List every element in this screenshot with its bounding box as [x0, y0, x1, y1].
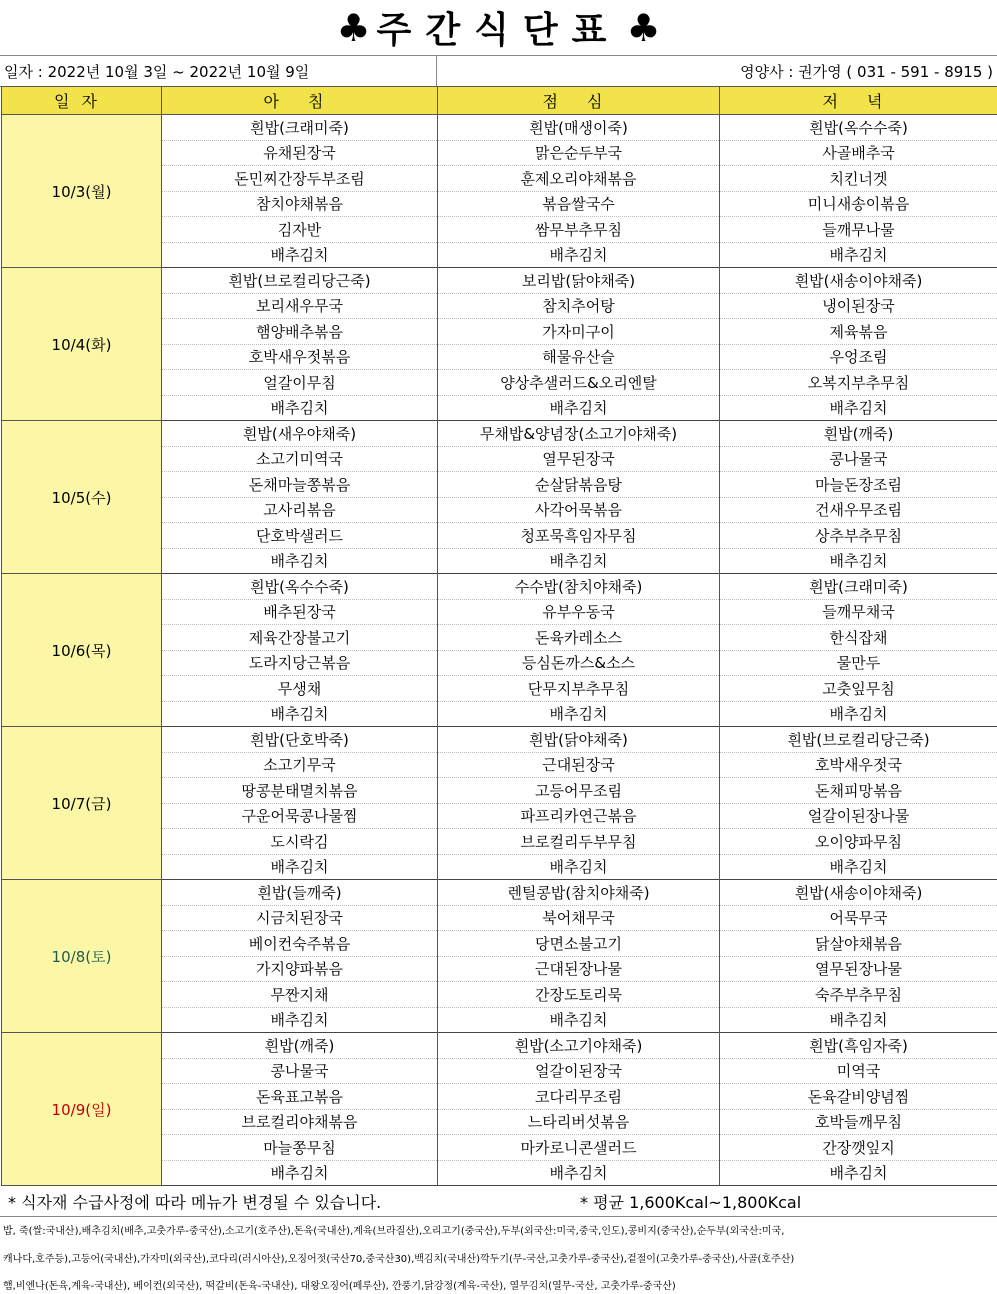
breakfast-item: 돈민찌간장두부조림 [162, 166, 438, 192]
menu-row [2, 727, 997, 753]
lunch-item: 브로컬리두부무침 [438, 829, 720, 855]
lunch-item: 단무지부추무침 [438, 676, 720, 702]
breakfast-item: 배추김치 [162, 854, 438, 880]
calorie-note: * 평균 1,600Kcal~1,800Kcal [580, 1192, 802, 1212]
breakfast-item: 브로컬리야채볶음 [162, 1109, 438, 1135]
dinner-item: 건새우무조림 [720, 497, 997, 523]
breakfast-item: 배추김치 [162, 548, 438, 574]
breakfast-item: 흰밥(깨죽) [162, 1033, 438, 1059]
date-cell: 10/3(월) [2, 115, 162, 268]
info-bar [0, 55, 997, 87]
dinner-item: 간장깻잎지 [720, 1135, 997, 1161]
lunch-item: 유부우동국 [438, 599, 720, 625]
menu-table [1, 86, 997, 1186]
dinner-item: 들깨무나물 [720, 217, 997, 243]
date-cell: 10/7(금) [2, 727, 162, 880]
dinner-item: 냉이된장국 [720, 293, 997, 319]
lunch-item: 근대된장국 [438, 752, 720, 778]
breakfast-item: 단호박샐러드 [162, 523, 438, 549]
lunch-item: 렌틸콩밥(참치야채죽) [438, 880, 720, 906]
dinner-item: 흰밥(새송이야채죽) [720, 880, 997, 906]
breakfast-item: 시금치된장국 [162, 905, 438, 931]
menu-row [2, 1033, 997, 1059]
lunch-item: 훈제오리야채볶음 [438, 166, 720, 192]
breakfast-item: 흰밥(새우야채죽) [162, 421, 438, 447]
dinner-item: 마늘돈장조림 [720, 472, 997, 498]
page-title [0, 0, 997, 55]
header-date: 일자 [2, 87, 162, 115]
lunch-item: 파프리카연근볶음 [438, 803, 720, 829]
lunch-item: 당면소불고기 [438, 931, 720, 957]
lunch-item: 돈육카레소스 [438, 625, 720, 651]
footer-notes [0, 1186, 997, 1217]
lunch-item: 볶음쌀국수 [438, 191, 720, 217]
breakfast-item: 얼갈이무침 [162, 370, 438, 396]
dinner-item: 사골배추국 [720, 140, 997, 166]
dinner-item: 우엉조림 [720, 344, 997, 370]
lunch-item: 근대된장나물 [438, 956, 720, 982]
menu-change-notice: * 식자재 수급사정에 따라 메뉴가 변경될 수 있습니다. [8, 1192, 382, 1212]
date-cell: 10/9(일) [2, 1033, 162, 1186]
lunch-item: 배추김치 [438, 242, 720, 268]
breakfast-item: 배추김치 [162, 1160, 438, 1186]
breakfast-item: 소고기미역국 [162, 446, 438, 472]
dinner-item: 열무된장나물 [720, 956, 997, 982]
breakfast-item: 배추김치 [162, 1007, 438, 1033]
dinner-item: 얼갈이된장나물 [720, 803, 997, 829]
dinner-item: 흰밥(브로컬리당근죽) [720, 727, 997, 753]
lunch-item: 고등어무조림 [438, 778, 720, 804]
lunch-item: 느타리버섯볶음 [438, 1109, 720, 1135]
lunch-item: 배추김치 [438, 854, 720, 880]
breakfast-item: 고사리볶음 [162, 497, 438, 523]
lunch-item: 배추김치 [438, 548, 720, 574]
club-icon: ♣ [336, 5, 371, 50]
lunch-item: 참치추어탕 [438, 293, 720, 319]
lunch-item: 사각어묵볶음 [438, 497, 720, 523]
dinner-item: 흰밥(깨죽) [720, 421, 997, 447]
club-icon: ♣ [626, 5, 661, 50]
menu-row [2, 115, 997, 141]
dinner-item: 돈육갈비양념찜 [720, 1084, 997, 1110]
breakfast-item: 무생채 [162, 676, 438, 702]
lunch-item: 배추김치 [438, 701, 720, 727]
header-lunch: 점 심 [438, 87, 720, 115]
dinner-item: 흰밥(새송이야채죽) [720, 268, 997, 294]
nutritionist-text: 영양사 : 권가영 ( 031 - 591 - 8915 ) [740, 62, 993, 81]
breakfast-item: 돈채마늘쫑볶음 [162, 472, 438, 498]
header-dinner: 저 녁 [720, 87, 997, 115]
dinner-item: 한식잡채 [720, 625, 997, 651]
lunch-item: 흰밥(닭야채죽) [438, 727, 720, 753]
period-text: 일자 : 2022년 10월 3일 ~ 2022년 10월 9일 [0, 56, 437, 86]
lunch-item: 맑은순두부국 [438, 140, 720, 166]
dinner-item: 닭살야채볶음 [720, 931, 997, 957]
dinner-item: 미역국 [720, 1058, 997, 1084]
lunch-item: 청포묵흑임자무침 [438, 523, 720, 549]
origin-line: 밥, 죽(쌀:국내산),배추김치(배추,고춧가루-중국산),소고기(호주산),돈육(국내산),계육(브라질산),오리고기(중국산),두부(외국산:미국,중국,인도),콩비지(중국산),순두부(외국산:미국, [3, 1226, 785, 1237]
lunch-item: 해물유산슬 [438, 344, 720, 370]
dinner-item: 흰밥(흑임자죽) [720, 1033, 997, 1059]
lunch-item: 쌈무부추무침 [438, 217, 720, 243]
lunch-item: 등심돈까스&소스 [438, 650, 720, 676]
menu-body [2, 115, 997, 1186]
breakfast-item: 마늘쫑무침 [162, 1135, 438, 1161]
dinner-item: 어묵무국 [720, 905, 997, 931]
breakfast-item: 김자반 [162, 217, 438, 243]
date-cell: 10/8(토) [2, 880, 162, 1033]
date-cell: 10/5(수) [2, 421, 162, 574]
breakfast-item: 유채된장국 [162, 140, 438, 166]
breakfast-item: 흰밥(옥수수죽) [162, 574, 438, 600]
breakfast-item: 배추김치 [162, 242, 438, 268]
dinner-item: 배추김치 [720, 1007, 997, 1033]
lunch-item: 흰밥(매생이죽) [438, 115, 720, 141]
breakfast-item: 배추김치 [162, 395, 438, 421]
lunch-item: 간장도토리묵 [438, 982, 720, 1008]
dinner-item: 들깨무채국 [720, 599, 997, 625]
dinner-item: 상추부추무침 [720, 523, 997, 549]
dinner-item: 흰밥(크래미죽) [720, 574, 997, 600]
breakfast-item: 땅콩분태멸치볶음 [162, 778, 438, 804]
breakfast-item: 도라지당근볶음 [162, 650, 438, 676]
dinner-item: 치킨너겟 [720, 166, 997, 192]
breakfast-item: 제육간장불고기 [162, 625, 438, 651]
breakfast-item: 무짠지채 [162, 982, 438, 1008]
lunch-item: 양상추샐러드&오리엔탈 [438, 370, 720, 396]
menu-row [2, 880, 997, 906]
dinner-item: 고춧잎무침 [720, 676, 997, 702]
breakfast-item: 보리새우무국 [162, 293, 438, 319]
origin-line: 캐나다,호주등),고등어(국내산),가자미(외국산),코다리(러시아산),오징어젓(국산70,중국산30),백김치(국내산)깍두기(무-국산,고춧가루-중국산),겉절이(고춧가루-중국산),사골(호주산) [3, 1254, 795, 1265]
menu-row [2, 574, 997, 600]
breakfast-item: 배추된장국 [162, 599, 438, 625]
header-breakfast: 아 침 [162, 87, 438, 115]
menu-row [2, 421, 997, 447]
breakfast-item: 돈육표고볶음 [162, 1084, 438, 1110]
breakfast-item: 흰밥(들깨죽) [162, 880, 438, 906]
lunch-item: 코다리무조림 [438, 1084, 720, 1110]
breakfast-item: 흰밥(크래미죽) [162, 115, 438, 141]
breakfast-item: 흰밥(브로컬리당근죽) [162, 268, 438, 294]
dinner-item: 오이양파무침 [720, 829, 997, 855]
lunch-item: 마카로니콘샐러드 [438, 1135, 720, 1161]
breakfast-item: 소고기무국 [162, 752, 438, 778]
dinner-item: 오복지부추무침 [720, 370, 997, 396]
date-cell: 10/4(화) [2, 268, 162, 421]
lunch-item: 가자미구이 [438, 319, 720, 345]
lunch-item: 열무된장국 [438, 446, 720, 472]
lunch-item: 배추김치 [438, 1007, 720, 1033]
breakfast-item: 흰밥(단호박죽) [162, 727, 438, 753]
header-row [2, 87, 997, 115]
dinner-item: 배추김치 [720, 701, 997, 727]
breakfast-item: 도시락김 [162, 829, 438, 855]
title-text: 주간식단표 [376, 10, 621, 51]
dinner-item: 배추김치 [720, 242, 997, 268]
origin-line: 햄,비엔나(돈육,계육-국내산), 베이컨(외국산), 떡갈비(돈육-국내산), 대왕오징어(페루산), 깐풍기,닭강정(계육-국산), 열무김치(열무-국산, 고춧가루-중국산) [3, 1281, 676, 1292]
lunch-item: 흰밥(소고기야채죽) [438, 1033, 720, 1059]
dinner-item: 배추김치 [720, 548, 997, 574]
lunch-item: 북어채무국 [438, 905, 720, 931]
dinner-item: 물만두 [720, 650, 997, 676]
dinner-item: 미니새송이볶음 [720, 191, 997, 217]
dinner-item: 돈채피망볶음 [720, 778, 997, 804]
breakfast-item: 베이컨숙주볶음 [162, 931, 438, 957]
menu-row [2, 268, 997, 294]
dinner-item: 배추김치 [720, 395, 997, 421]
breakfast-item: 참치야채볶음 [162, 191, 438, 217]
date-cell: 10/6(목) [2, 574, 162, 727]
dinner-item: 제육볶음 [720, 319, 997, 345]
breakfast-item: 가지양파볶음 [162, 956, 438, 982]
dinner-item: 숙주부추무침 [720, 982, 997, 1008]
dinner-item: 호박들깨무침 [720, 1109, 997, 1135]
dinner-item: 콩나물국 [720, 446, 997, 472]
dinner-item: 호박새우젓국 [720, 752, 997, 778]
lunch-item: 무채밥&양념장(소고기야채죽) [438, 421, 720, 447]
lunch-item: 배추김치 [438, 395, 720, 421]
breakfast-item: 콩나물국 [162, 1058, 438, 1084]
breakfast-item: 햄양배추볶음 [162, 319, 438, 345]
lunch-item: 순살닭볶음탕 [438, 472, 720, 498]
lunch-item: 보리밥(닭야채죽) [438, 268, 720, 294]
lunch-item: 배추김치 [438, 1160, 720, 1186]
lunch-item: 수수밥(참치야채죽) [438, 574, 720, 600]
dinner-item: 배추김치 [720, 1160, 997, 1186]
breakfast-item: 배추김치 [162, 701, 438, 727]
breakfast-item: 호박새우젓볶음 [162, 344, 438, 370]
breakfast-item: 구운어묵콩나물찜 [162, 803, 438, 829]
lunch-item: 얼갈이된장국 [438, 1058, 720, 1084]
dinner-item: 흰밥(옥수수죽) [720, 115, 997, 141]
dinner-item: 배추김치 [720, 854, 997, 880]
